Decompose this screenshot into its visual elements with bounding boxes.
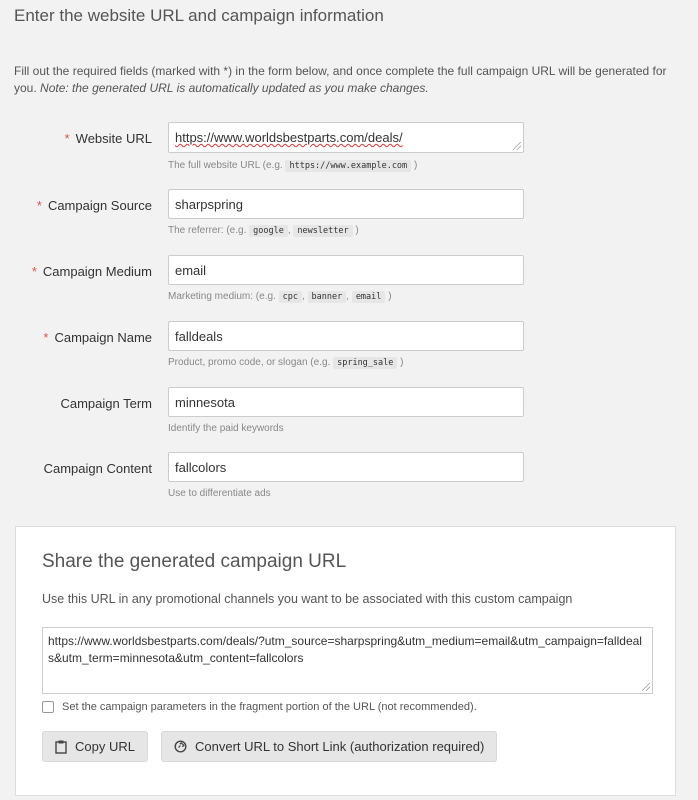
short-link-button[interactable] (161, 731, 497, 762)
page-title: Enter the website URL and campaign information (14, 6, 384, 25)
share-panel-title: Share the generated campaign URL (42, 551, 347, 572)
campaign-name-help: Product, promo code, or slogan (e.g. spring_sale ) (168, 357, 404, 368)
required-marker: * (64, 131, 70, 146)
campaign-name-label: * Campaign Name (43, 330, 152, 345)
required-marker: * (31, 264, 37, 279)
fragment-checkbox[interactable] (42, 701, 54, 713)
campaign-term-input[interactable]: minnesota (168, 387, 524, 417)
campaign-source-label: * Campaign Source (36, 198, 152, 213)
fragment-option (42, 701, 477, 713)
website-url-label: * Website URL (64, 131, 152, 146)
resize-handle-icon[interactable] (513, 142, 521, 150)
campaign-medium-input[interactable]: email (168, 255, 524, 285)
intro-text (14, 63, 684, 97)
campaign-source-help: The referrer: (e.g. google , newsletter ) (168, 225, 359, 236)
link-circle-icon (174, 740, 187, 753)
share-panel-description: Use this URL in any promotional channels you want to be associated with this custom campaign (42, 592, 573, 606)
clipboard-icon (55, 740, 67, 754)
intro-note: Note: the generated URL is automatically updated as you make changes. (40, 81, 429, 95)
campaign-name-input[interactable]: falldeals (168, 321, 524, 351)
short-link-label: Convert URL to Short Link (authorization required) (195, 739, 485, 754)
required-marker: * (43, 330, 49, 345)
campaign-source-input[interactable]: sharpspring (168, 189, 524, 219)
fragment-checkbox-label: Set the campaign parameters in the fragment portion of the URL (not recommended). (62, 701, 477, 713)
intro-instructions: Fill out the required fields (marked with *) in the form below, and once complete the full campaign URL will be generated for you. (14, 64, 667, 95)
website-url-help: The full website URL (e.g. https://www.example.com ) (168, 160, 418, 171)
copy-url-button[interactable] (42, 731, 148, 762)
campaign-term-help: Identify the paid keywords (168, 423, 284, 434)
generated-url-textarea[interactable]: https://www.worldsbestparts.com/deals/?utm_source=sharpspring&utm_medium=email&utm_campaign=falldeals&utm_term=minnesota&utm_content=fallcolors (42, 627, 653, 694)
website-url-input[interactable]: https://www.worldsbestparts.com/deals/ (168, 122, 524, 153)
required-marker: * (36, 198, 42, 213)
share-panel (15, 526, 676, 796)
resize-handle-icon[interactable] (642, 683, 650, 691)
copy-url-label: Copy URL (75, 739, 135, 754)
campaign-content-label: Campaign Content (43, 461, 152, 476)
campaign-term-label: Campaign Term (60, 396, 152, 411)
campaign-content-help: Use to differentiate ads (168, 488, 271, 499)
campaign-medium-help: Marketing medium: (e.g. cpc , banner , email ) (168, 291, 392, 302)
campaign-medium-label: * Campaign Medium (31, 264, 152, 279)
campaign-content-input[interactable]: fallcolors (168, 452, 524, 482)
